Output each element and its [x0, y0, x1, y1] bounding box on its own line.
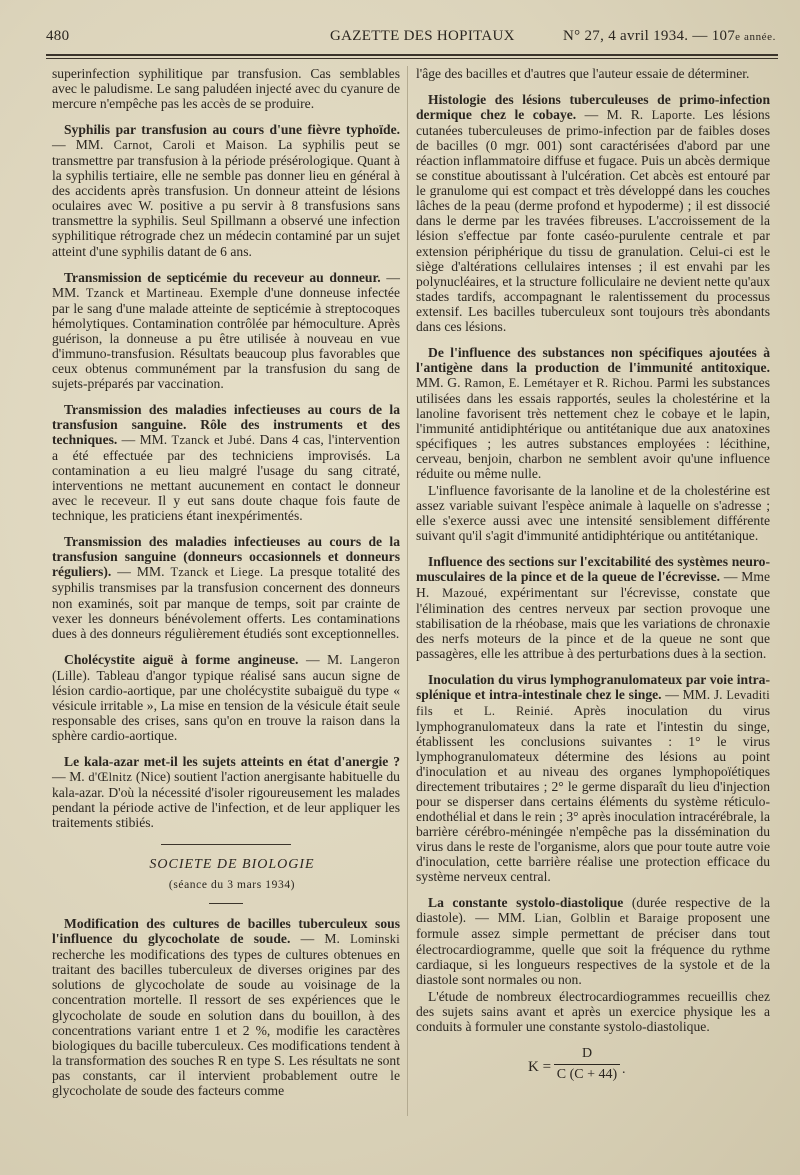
article-body: Après inoculation du virus lymphogranulomateux dans la rate et l'intestin du singe, établissent les conclusions suivantes : 1° le virus lymphogranulomateux détermine des lésions au point d'inoculation et au niveau des organes lymphopoïétiques directement tributaires ; 2° le germe disparaît du lieu d'injection pour se disperser dans certains éléments du système réticulo-endothélial et dans le rein ; 3° après inoculation intracérébrale, la barrière cérébro-méningée n'empêche pas la dissémination du virus dans le reste de l'organisme, alors que pour toute autre voie d'inoculation, cette barrière réalise une protection efficace du système nerveux central. [416, 702, 771, 885]
formula-denominator: C (C + 44) [556, 1066, 618, 1082]
article-title: La constante systolo-diastolique [428, 895, 624, 911]
article-subtitle: (durée respective de la diastole). — MM. [416, 895, 770, 926]
article-body: Parmi les substances utilisées dans les essais rapportés, seules la cholestérine et la lanoline favorisent très nettement chez le cobaye et le lapin, l'immunité antidiphtérique ou antitétanique due aux anatoxines spécifiques ; les autres substances employées : lécithine, cerveau, benjoin, charbon ne semblent avoir qu'une influence réduite ou même nulle. [416, 374, 771, 482]
article-body: La presque totalité des syphilis transmises par la transfusion concernent des donneurs non examinés, soit par manque de temps, soit par crainte de vexer les donneurs bénévolement offerts. Les contaminations dues à des donneurs régulièrement étudiés sont exceptionnelles. [52, 564, 401, 641]
article-body: (Nice) soutient l'action anergisante habituelle du kala-azar. D'où la nécessité d'isoler rigoureusement les malades pendant la période active de l'infection, et de leur appliquer les traitements stibiés. [52, 768, 400, 831]
article-title: Syphilis par transfusion au cours d'une fièvre typhoïde. [64, 122, 400, 138]
article-authors: Carnot, Caroli et Maison. [113, 138, 268, 153]
article-dash: — MM. [52, 269, 400, 300]
fraction-bar [554, 1064, 620, 1065]
issue-info [563, 28, 776, 45]
article-lymphogranulomateux [416, 672, 770, 885]
left-column [52, 66, 400, 1098]
article-kala-azar [52, 754, 400, 830]
article-authors: Tzanck et Martineau. [85, 285, 204, 300]
article-dash: — MM. [111, 564, 171, 580]
article-syphilis-typhoide [52, 122, 400, 258]
issue-date: N° 27, 4 avril 1934. — 107 [563, 28, 736, 44]
article-ecrevisse [416, 554, 770, 660]
article-body: proposent une formule assez simple permettant de préciser dans tout électrocardiogramme, quelle que soit la fréquence du rythme cardiaque, si les longueurs respectives de la systole et de la diastole sont normales ou non. [416, 910, 770, 987]
article-systolo-diastolique [416, 895, 770, 986]
article-title: Inoculation du virus lymphogranulomateux par voie intra-splénique et intra-intestinale chez le singe. [416, 671, 770, 702]
article-body: (Lille). Tableau d'angor typique réalisé sans aucun signe de lésion cardio-aortique, par une cholécystite subaiguë du type « vésicule irritable », La mise en tension de la vésicule était seule responsable des crises, sans qu'on en trouve la raison dans la sphère cardio-aortique. [52, 667, 400, 743]
short-rule [209, 903, 243, 904]
article-glycocholate [52, 916, 400, 1098]
formula-lhs: K = [528, 1058, 552, 1075]
article-dash: — Mme H. [416, 569, 770, 600]
article-histologie [416, 92, 770, 334]
article-cholecystite [52, 652, 400, 743]
article-body: Dans 4 cas, l'intervention a été effectuée par des techniciens improvisés. La contamination a eu lieu malgré l'usage du sang citraté, interventions ne mettant aucunement en contact le donneur avec le receveur. Il y eut sans doute chaque fois faute de technique, les praticiens étant inexpérimentés. [52, 432, 400, 524]
article-dash: — MM. J. [661, 686, 727, 702]
issue-year-ordinal: e année. [735, 31, 776, 43]
article-dash: — MM. [117, 432, 172, 448]
article-continuation: superinfection syphilitique par transfusion. Cas semblables avec le paludisme. Le sang paludéen injecté avec du cyanure de mercure n'empêche pas les accès de se produire. [52, 66, 400, 112]
article-dash: — M. R. [576, 107, 652, 123]
article-title: Transmission de septicémie du receveur au donneur. [64, 269, 381, 285]
article-dash: — M. [290, 931, 351, 947]
section-rule [161, 844, 291, 845]
article-body: expérimentant sur l'écrevisse, constate que l'élimination des centres nerveux par section provoque une stabilisation de la rhéobase, mais que les variations de chronaxie des nerfs moteurs de la pince et de la queue ne sont que passagères, elle les attribue à des perturbations dues à la section. [416, 584, 770, 661]
article-authors: Tzanck et Jubé. [171, 433, 256, 448]
article-authors: Levaditi fils et L. Reinié. [416, 687, 770, 718]
article-title: Cholécystite aiguë à forme angineuse. [64, 651, 299, 667]
article-title: Transmission des maladies infectieuses au cours de la transfusion sanguine (donneurs occasionnels et donneurs réguliers). [52, 534, 400, 580]
article-septicemie [52, 270, 400, 391]
article-antigene-cont: L'influence favorisante de la lanoline et de la cholestérine est assez variable suivant l'espèce animale à laquelle on s'adresse ; elle s'exerce aussi avec une intensité sensiblement différente suivant qu'il s'agit d'immunité antidiphtérique ou antitétanique. [416, 483, 770, 544]
article-body: recherche les modifications des types de cultures obtenues en traitant des bacilles tuberculeux de diverses origines par des solutions de glycocholate de soude au voisinage de la concentration mortelle. Il ressort de ses expériences que le glycocholate de soude en solution dans du bouillon, à des concentrations variant entre 1 et 2 %, modifie les caractères biologiques du bacille tuberculeux. Ces modifications tendent à la transformation des souches R en type S. Les résultats ne sont pas constants, car il intervient probablement outre le glycocholate de soude des facteurs comme [52, 947, 400, 1098]
formula-numerator: D [581, 1045, 593, 1061]
article-body: Exemple d'une donneuse infectée par le sang d'une malade atteinte de septicémie à streptocoques hémolytiques. Contamination contrôlée par hémoculture. Après guérison, la donneuse a pu être utilisée à nouveau en vue d'immuno-transfusion. Résultats beaucoup plus favorables que ceux obtenus communément par la transfusion du sang de sujets-préparés par vaccination. [52, 284, 400, 391]
article-authors: d'Œlnitz [88, 769, 133, 784]
journal-title: GAZETTE DES HOPITAUX [330, 28, 515, 44]
article-title: Le kala-azar met-il les sujets atteints en état d'anergie ? [64, 753, 400, 769]
article-techniques [52, 402, 400, 523]
column-divider [407, 66, 408, 1116]
article-dash: — MM. [52, 137, 114, 153]
article-body: La syphilis peut se transmettre par transfusion à la période présérologique. Quant à la syphilis tertiaire, elle ne semble pas donner lieu en général à des accidents après transfusion. Un donneur atteint de lésions oculaires avec W. positive a pu servir à 8 transfusions sans transmettre la syphilis. Seul Spillmann a observé une infection syphilitique rétrograde chez un médecin contaminé par un sujet atteint d'une syphilis datant de 6 ans. [52, 137, 400, 259]
article-systolo-cont: L'étude de nombreux électrocardiogrammes recueillis chez des sujets sains avant et après un exercice physique les a conduits à formuler une constante systolo-diastolique. [416, 988, 770, 1034]
article-authors: Laporte. [651, 108, 696, 123]
formula-period: . [622, 1061, 626, 1077]
formula-fraction [554, 1046, 620, 1082]
article-dash: — M. [52, 768, 89, 784]
article-donneurs [52, 534, 400, 640]
article-continuation: l'âge des bacilles et d'autres que l'auteur essaie de déterminer. [416, 66, 750, 81]
article-authors: Langeron [350, 652, 400, 667]
right-column [416, 66, 770, 1092]
session-date: (séance du 3 mars 1934) [168, 879, 296, 892]
article-authors: Lian, Golblin et Baraige [534, 911, 679, 926]
article-title: De l'influence des substances non spécifiques ajoutées à l'antigène dans la production de l'immunité antitoxique. [416, 344, 770, 375]
formula [416, 1046, 770, 1092]
article-dash: MM. G. [416, 374, 465, 390]
article-title: Transmission des maladies infectieuses au cours de la transfusion sanguine. Rôle des instruments et des techniques. [52, 401, 400, 448]
page-header [46, 26, 776, 48]
header-rule [46, 54, 778, 59]
article-antigene [416, 345, 770, 481]
article-authors: Mazoué, [442, 585, 488, 600]
page-number: 480 [46, 28, 70, 44]
article-title: Influence des sections sur l'excitabilité des systèmes neuro-musculaires de la pince et de la queue de l'écrevisse. [416, 554, 770, 585]
article-dash: — M. [298, 651, 351, 667]
article-authors: Lominski [350, 932, 400, 947]
article-title: Histologie des lésions tuberculeuses de primo-infection dermique chez le cobaye. [416, 92, 770, 123]
article-authors: Ramon, E. Lemétayer et R. Richou. [464, 375, 654, 390]
article-title: Modification des cultures de bacilles tuberculeux sous l'influence du glycocholate de soude. [52, 916, 400, 947]
article-authors: Tzanck et Liege. [170, 565, 264, 580]
article-body: Les lésions cutanées tuberculeuses de primo-infection par de faibles doses de bacilles (0 mgr. 001) sont caractérisées d'abord par une réaction inflammatoire diffuse et fugace. Puis un abcès dermique se constitue aboutissant à l'ulcération. Cet abcès est entouré par le granulome qui est compact et très développé dans les couches lâches de la peau (derme profond et hypoderme) ; il est dissocié dans le derme par les travées fibreuses. L'accroissement de la lésion s'effectue par fonte caséo-purulente centrale et par extension périphérique du tissu de granulation. Celui-ci est le siège d'altérations cellulaires intenses ; il est envahi par les polynucléaires, et la structure folliculaire ne devient nette qu'aux stades tardifs, accompagnant le ralentissement du processus extensif. Les bacilles tuberculeux sont toujours très abondants dans ces lésions. [416, 107, 771, 334]
society-heading: SOCIETE DE BIOLOGIE [149, 857, 315, 873]
